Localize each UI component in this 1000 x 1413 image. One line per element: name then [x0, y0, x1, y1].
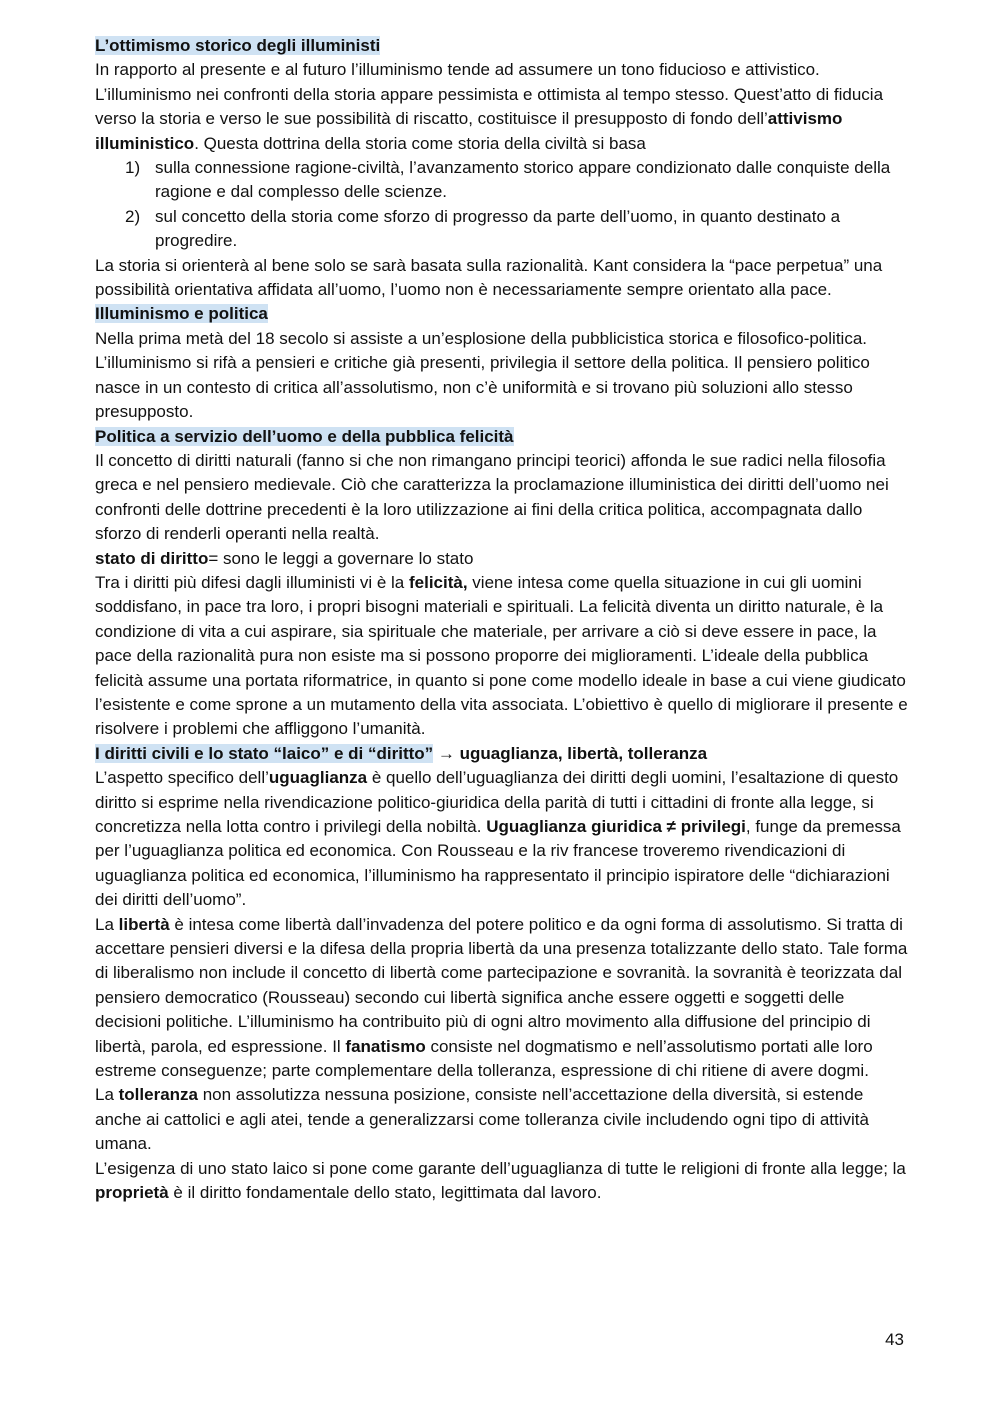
- section-heading-politica: Illuminismo e politica: [95, 304, 268, 324]
- section-heading-ottimismo: L’ottimismo storico degli illuministi: [95, 36, 381, 55]
- paragraph-ottimismo: In rapporto al presente e al futuro l’illuminismo tende ad assumere un tono fiducioso e attivistico. L’illuminismo nei confronti della storia appare pessimista e ottimista al tempo stesso. Quest’atto di fiducia verso la storia e verso le sue possibilità di riscatto, costituisce il presupposto di fondo dell’attivismo illuministico. Questa dottrina della storia come storia della civiltà si basa: [95, 60, 884, 153]
- paragraph-uguaglianza: L’aspetto specifico dell’uguaglianza è quello dell’uguaglianza dei diritti degli uomini, l’esaltazione di questo diritto si esprime nella rivendicazione politico-giuridica della parità di tutti i cittadini di fronte alla legge, si concretizza nella lotta contro i privilegi della nobiltà. Uguaglianza giuridica ≠ privilegi, funge da premessa per l’uguaglianza politica ed economica. Con Rousseau e la riv francese troveremo rivendicazioni di uguaglianza politica ed economica, l’illuminismo ha rappresentato il principio ispiratore delle “dichiarazioni dei diritti dell’uomo”.: [95, 768, 901, 910]
- section-heading-diritti-civili: I diritti civili e lo stato “laico” e di “diritto” → uguaglianza, libertà, tolleranza: [95, 743, 708, 763]
- section-heading-felicita: Politica a servizio dell’uomo e della pubblica felicità: [95, 426, 514, 446]
- paragraph-felicita: Tra i diritti più difesi dagli illuministi vi è la felicità, viene intesa come quella situazione in cui gli uomini soddisfano, in pace tra loro, i propri bisogni materiali e spirituali. La felicità diventa un diritto naturale, è la condizione di vita a cui aspirare, sia spirituale che materiale, per arrivare a ciò si deve essere in pace, la pace della razionalità pura non esiste ma si possono proporre dei miglioramenti. L’ideale della pubblica felicità assume una portata riformatrice, in quanto si pone come modello ideale in base a cui viene giudicato l’esistente e come sprone a un mutamento della vita associata. L’obiettivo è quello di migliorare il presente e risolvere i problemi che affliggono l’umanità.: [95, 572, 908, 739]
- paragraph-politica: Nella prima metà del 18 secolo si assiste a un’esplosione della pubblicistica storica e filosofico-politica. L’illuminismo si rifà a pensieri e critiche già presenti, privilegia il settore della politica. Il pensiero politico nasce in un contesto di critica all’assolutismo, non c’è uniformità e si trovano più soluzioni allo stesso presupposto.: [95, 328, 870, 422]
- list-item: 2) sul concetto della storia come sforzo di progresso da parte dell’uomo, in quanto destinato a progredire.: [125, 206, 841, 251]
- definition-stato-di-diritto: stato di diritto= sono le leggi a governare lo stato: [95, 548, 474, 568]
- paragraph-diritti-naturali: Il concetto di diritti naturali (fanno si che non rimangano principi teorici) affonda le sue radici nella filosofia greca e nel pensiero medievale. Ciò che caratterizza la proclamazione illuministica dei diritti dell’uomo nei confronti delle dottrine precedenti è la loro utilizzazione ai fini della critica politica, accompagnata dallo sforzo di renderli operanti nella realtà.: [95, 450, 889, 544]
- paragraph-tolleranza: La tolleranza non assolutizza nessuna posizione, consiste nell’accettazione della diversità, si estende anche ai cattolici e agli atei, tende a generalizzarsi come tolleranza civile includendo ogni tipo di attività umana.: [95, 1085, 869, 1154]
- paragraph-liberta: La libertà è intesa come libertà dall’invadenza del potere politico e da ogni forma di assolutismo. Si tratta di accettare pensieri diversi e la difesa della propria libertà da una presenza totalizzante dello stato. Tale forma di liberalismo non include il concetto di libertà come partecipazione e sovranità. la sovranità è teorizzata dal pensiero democratico (Rousseau) secondo cui libertà significa anche essere oggetti e soggetti delle decisioni politiche. L’illuminismo ha contribuito più di ogni altro movimento alla diffusione del principio di libertà, parola, ed espressione. Il fanatismo consiste nel dogmatismo e nell’assolutismo portati alle loro estreme conseguenze; parte complementare della tolleranza, espressione di chi ritiene di avere dogmi.: [95, 914, 908, 1081]
- page-number: 43: [885, 1330, 904, 1349]
- document-page: [95, 34, 910, 1206]
- numbered-list: [95, 156, 910, 254]
- paragraph-pace: La storia si orienterà al bene solo se sarà basata sulla razionalità. Kant considera la “pace perpetua” una possibilità orientativa affidata all’uomo, l’uomo non è necessariamente sempre orientato alla pace.: [95, 255, 883, 300]
- list-item: 1) sulla connessione ragione-civiltà, l’avanzamento storico appare condizionato dalle conquiste della ragione e dal complesso delle scienze.: [125, 158, 891, 202]
- paragraph-stato-laico: L’esigenza di uno stato laico si pone come garante dell’uguaglianza di tutte le religioni di fronte alla legge; la proprietà è il diritto fondamentale dello stato, legittimata dal lavoro.: [95, 1158, 906, 1203]
